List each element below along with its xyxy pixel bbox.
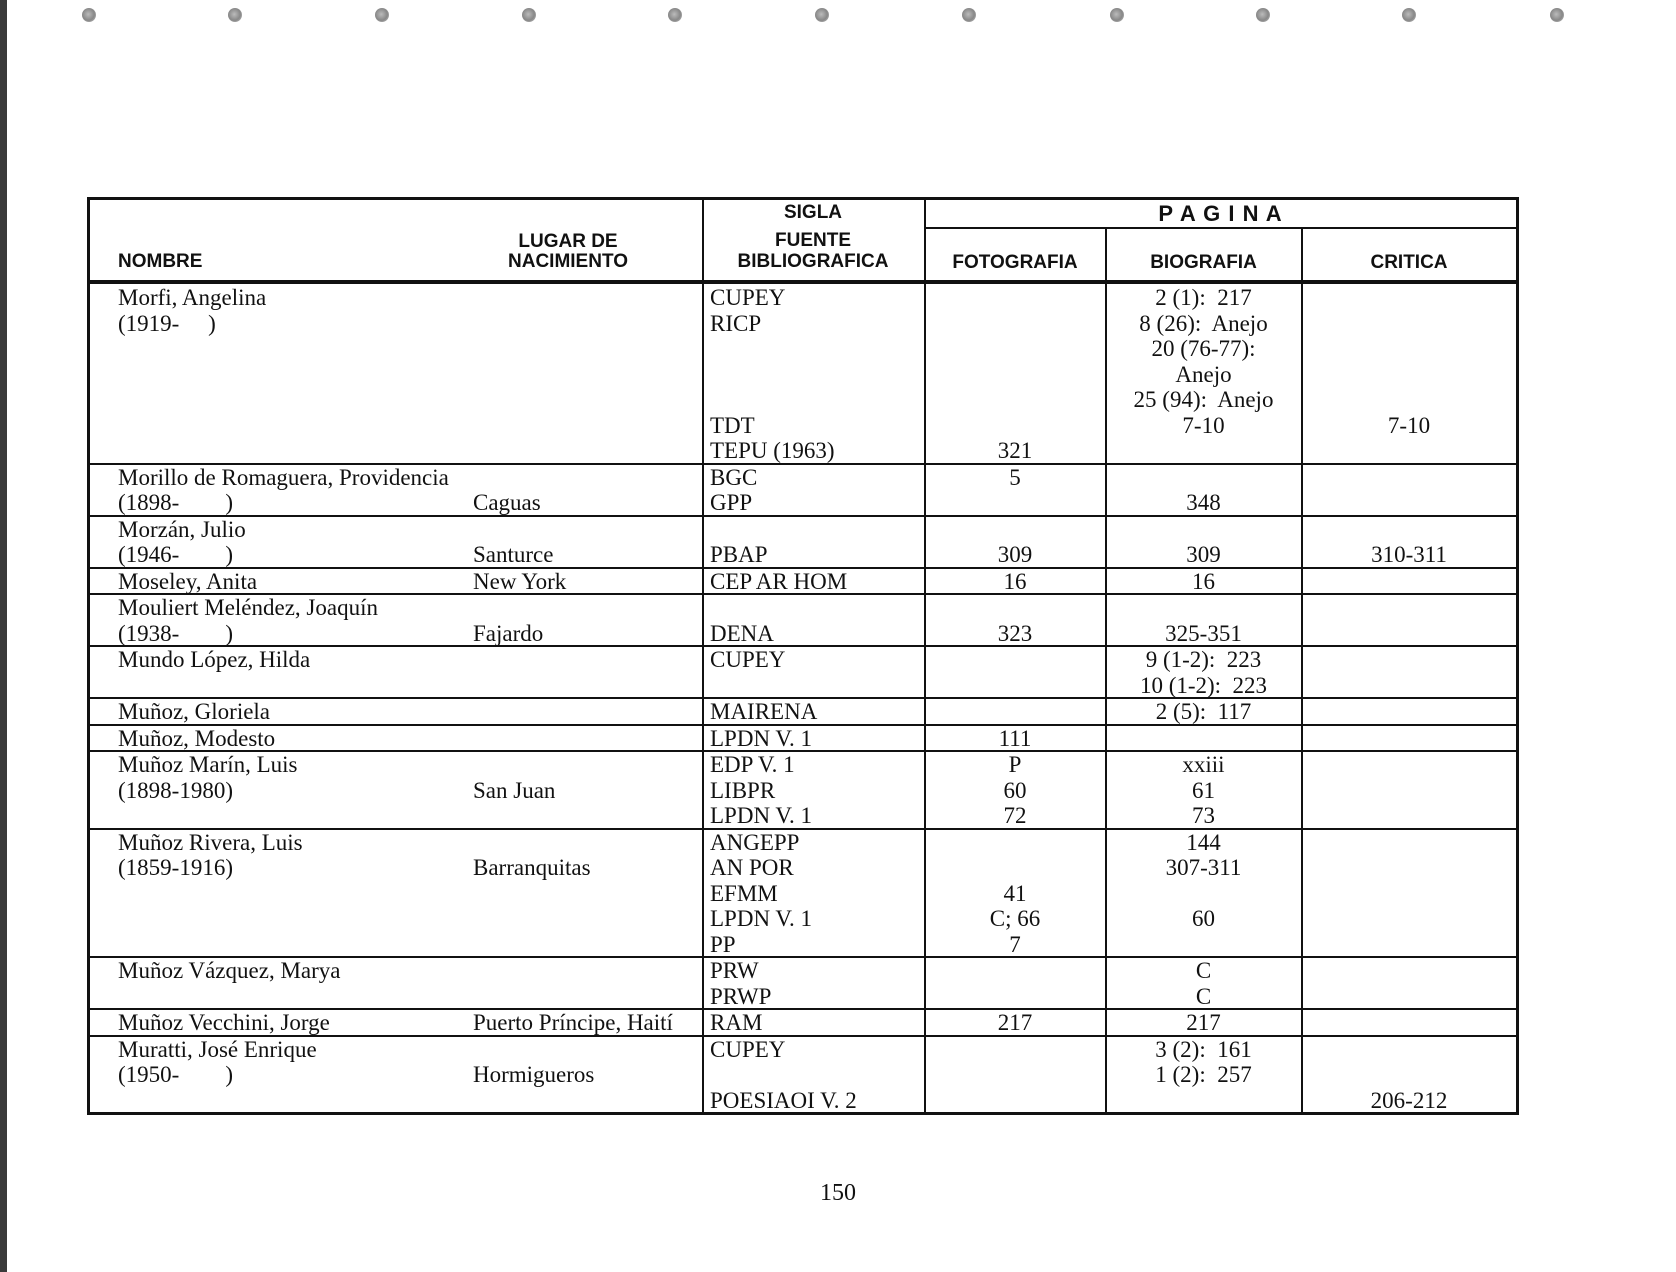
cell-lugar: San Juan xyxy=(473,777,556,803)
header-nombre: NOMBRE xyxy=(118,251,203,272)
cell-biografia: 348 xyxy=(1186,490,1221,515)
cell-nombre: (1898- ) xyxy=(118,490,233,515)
cell-biografia: 25 (94): Anejo xyxy=(1133,387,1274,412)
punch-hole-icon xyxy=(962,8,976,22)
cell-sigla: EFMM xyxy=(710,880,778,906)
cell-sigla: PP xyxy=(710,931,736,957)
cell-nombre: Muñoz Vecchini, Jorge xyxy=(118,1010,330,1035)
cell-critica: 310-311 xyxy=(1371,542,1447,567)
cell-fotografia: 321 xyxy=(997,438,1033,463)
cell-sigla: GPP xyxy=(710,490,753,515)
cell-fotografia: 60 xyxy=(1003,777,1027,803)
cell-nombre: (1919- ) xyxy=(118,310,216,336)
punch-hole-icon xyxy=(522,8,536,22)
cell-biografia: 60 xyxy=(1192,906,1215,931)
header-sigla-line1: SIGLA xyxy=(783,202,843,223)
cell-sigla: CUPEY xyxy=(710,647,786,672)
cell-biografia: 20 (76-77): xyxy=(1151,336,1256,361)
cell-sigla: RAM xyxy=(710,1010,763,1035)
cell-biografia: 61 xyxy=(1192,777,1215,803)
cell-nombre: Muñoz, Modesto xyxy=(118,725,276,751)
pagina-underline xyxy=(925,227,1516,229)
cell-sigla: LPDN V. 1 xyxy=(710,725,813,751)
cell-sigla: TEPU (1963) xyxy=(710,438,835,463)
cell-sigla: MAIRENA xyxy=(710,699,818,724)
cell-fotografia: 41 xyxy=(1003,880,1027,906)
cell-lugar: Puerto Príncipe, Haití xyxy=(473,1010,673,1035)
cell-nombre: (1859-1916) xyxy=(118,855,233,880)
punch-holes xyxy=(0,8,1676,32)
cell-biografia: 144 xyxy=(1186,829,1221,855)
cell-critica: 206-212 xyxy=(1370,1087,1448,1113)
cell-biografia: 16 xyxy=(1192,568,1215,594)
cell-lugar: Caguas xyxy=(473,490,541,515)
cell-fotografia: 7 xyxy=(1009,931,1021,957)
punch-hole-icon xyxy=(375,8,389,22)
cell-nombre: Moseley, Anita xyxy=(118,568,258,594)
cell-lugar: Fajardo xyxy=(473,620,544,646)
cell-sigla: BGC xyxy=(710,464,758,490)
cell-critica: 7-10 xyxy=(1387,412,1431,438)
bibliography-table xyxy=(87,197,1519,1115)
header-fotografia: FOTOGRAFIA xyxy=(952,252,1078,273)
cell-nombre: Muratti, José Enrique xyxy=(118,1036,317,1062)
cell-biografia: 3 (2): 161 xyxy=(1155,1036,1252,1062)
cell-nombre: Muñoz Vázquez, Marya xyxy=(118,958,341,983)
cell-nombre: Morzán, Julio xyxy=(118,516,246,542)
header-critica: CRITICA xyxy=(1370,252,1448,273)
cell-biografia: Anejo xyxy=(1175,361,1232,387)
cell-biografia: xxiii xyxy=(1182,752,1225,777)
cell-fotografia: 323 xyxy=(997,620,1033,646)
cell-sigla: LIBPR xyxy=(710,777,776,803)
col-divider-pagina xyxy=(924,200,926,1112)
punch-hole-icon xyxy=(1110,8,1124,22)
cell-biografia: 307-311 xyxy=(1165,855,1242,880)
cell-nombre: Muñoz, Gloriela xyxy=(118,699,271,724)
cell-fotografia: 5 xyxy=(1009,464,1021,490)
cell-nombre: Muñoz Rivera, Luis xyxy=(118,829,303,855)
punch-hole-icon xyxy=(815,8,829,22)
cell-fotografia: 16 xyxy=(1003,568,1027,594)
col-divider-sigla xyxy=(702,200,704,1112)
header-biografia: BIOGRAFIA xyxy=(1150,252,1257,273)
cell-biografia: 309 xyxy=(1186,542,1221,567)
cell-sigla: LPDN V. 1 xyxy=(710,906,813,931)
cell-sigla: CUPEY xyxy=(710,1036,786,1062)
cell-sigla: PRWP xyxy=(710,983,772,1009)
cell-lugar: Hormigueros xyxy=(473,1062,595,1087)
cell-nombre: Mundo López, Hilda xyxy=(118,647,311,672)
page-number: 150 xyxy=(820,1180,856,1206)
cell-sigla: PRW xyxy=(710,958,759,983)
cell-nombre: (1950- ) xyxy=(118,1062,233,1087)
cell-biografia: C xyxy=(1195,958,1212,983)
header-sigla-line2: FUENTE xyxy=(775,230,851,251)
cell-sigla: LPDN V. 1 xyxy=(710,803,813,828)
cell-biografia: C xyxy=(1195,983,1212,1009)
cell-fotografia: 111 xyxy=(998,725,1032,751)
cell-fotografia: C; 66 xyxy=(989,906,1041,931)
cell-fotografia: 309 xyxy=(997,542,1033,567)
cell-biografia: 10 (1-2): 223 xyxy=(1139,672,1268,698)
cell-nombre: (1938- ) xyxy=(118,620,233,646)
cell-sigla: TDT xyxy=(710,412,755,438)
punch-hole-icon xyxy=(1402,8,1416,22)
cell-sigla: RICP xyxy=(710,310,762,336)
cell-sigla: ANGEPP xyxy=(710,829,800,855)
cell-sigla: PBAP xyxy=(710,542,768,567)
cell-nombre: Muñoz Marín, Luis xyxy=(118,752,298,777)
cell-nombre: Morfi, Angelina xyxy=(118,285,267,310)
header-pagina: P A G I N A xyxy=(1158,201,1283,226)
cell-sigla: AN POR xyxy=(710,855,794,880)
cell-biografia: 325-351 xyxy=(1165,620,1242,646)
header-lugar-line2: NACIMIENTO xyxy=(508,251,628,272)
cell-biografia: 8 (26): Anejo xyxy=(1139,310,1268,336)
header-sigla-line3: BIBLIOGRAFICA xyxy=(737,251,889,272)
cell-biografia: 2 (1): 217 xyxy=(1155,285,1252,310)
header-lugar-line1: LUGAR DE xyxy=(518,231,618,252)
cell-fotografia: 217 xyxy=(997,1010,1033,1035)
cell-nombre: (1898-1980) xyxy=(118,777,233,803)
punch-hole-icon xyxy=(1256,8,1270,22)
cell-nombre: Mouliert Meléndez, Joaquín xyxy=(118,595,378,620)
cell-lugar: Barranquitas xyxy=(473,855,591,880)
cell-lugar: Santurce xyxy=(473,542,554,567)
cell-nombre: (1946- ) xyxy=(118,542,233,567)
cell-sigla: DENA xyxy=(710,620,774,646)
cell-sigla: POESIAOI V. 2 xyxy=(710,1087,857,1113)
cell-biografia: 2 (5): 117 xyxy=(1155,699,1252,724)
punch-hole-icon xyxy=(668,8,682,22)
cell-fotografia: 72 xyxy=(1003,803,1027,828)
cell-biografia: 1 (2): 257 xyxy=(1155,1062,1252,1087)
page-left-edge xyxy=(0,0,7,1272)
col-divider-critica xyxy=(1301,229,1303,1112)
cell-biografia: 9 (1-2): 223 xyxy=(1145,647,1262,672)
punch-hole-icon xyxy=(228,8,242,22)
cell-fotografia: P xyxy=(1008,752,1022,777)
punch-hole-icon xyxy=(82,8,96,22)
cell-sigla: CEP AR HOM xyxy=(710,568,848,594)
cell-biografia: 7-10 xyxy=(1182,412,1225,438)
cell-biografia: 217 xyxy=(1186,1010,1221,1035)
cell-lugar: New York xyxy=(473,568,567,594)
punch-hole-icon xyxy=(1550,8,1564,22)
cell-sigla: CUPEY xyxy=(710,285,786,310)
cell-biografia: 73 xyxy=(1192,803,1215,828)
cell-sigla: EDP V. 1 xyxy=(710,752,795,777)
cell-nombre: Morillo de Romaguera, Providencia xyxy=(118,464,449,490)
